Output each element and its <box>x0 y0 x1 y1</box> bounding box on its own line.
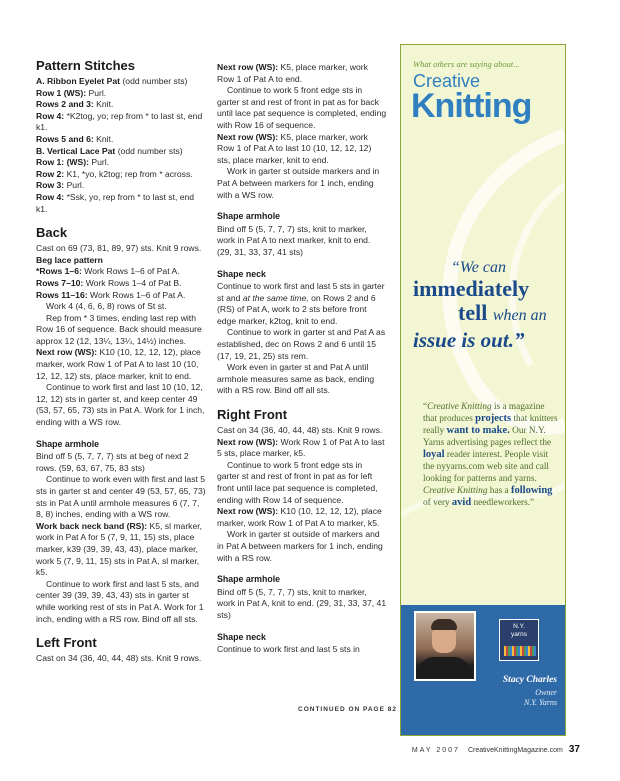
back-para-3: Continue to work first and last 10 (10, 12, 12, 12) sts in garter st, and keep center 49 (53, 57, 65, 73) sts in Pat A. Work for 1 inch, ending with a WS row. <box>36 382 205 428</box>
rf-next-row-2: Next row (WS): K10 (10, 12, 12, 12), place marker, work Row 1 of Pat A to marker, k5. <box>217 506 382 528</box>
vertical-row-4: Row 4: *Ssk, yo, rep from * to last st, end k1. <box>36 191 195 214</box>
signature-title: Owner N.Y. Yarns <box>524 688 557 707</box>
lf-para-1: Continue to work 5 front edge sts in garter st and rest of front in pat as for back until lace pat sequence is completed, ending with Row 16 of sequence. <box>217 85 387 130</box>
back-para-1: Work 4 (4, 6, 6, 8) rows of St st. <box>46 301 167 312</box>
rf-cast-on: Cast on 34 (36, 40, 44, 48) sts. Knit 9 rows. <box>217 425 383 436</box>
lf-next-row-2: Next row (WS): K5, place marker, work Row 1 of Pat A to last 10 (10, 12, 12, 12) sts, place marker, knit to end. <box>217 131 372 165</box>
website-link[interactable]: CreativeKnittingMagazine.com <box>467 747 563 754</box>
back-cast-on: Cast on 69 (73, 81, 89, 97) sts. Knit 9 rows. <box>36 243 202 254</box>
ribbon-rows-5-6: Rows 5 and 6: Knit. <box>36 133 114 144</box>
quote-line-2: immediately <box>413 276 530 301</box>
portrait-photo <box>414 611 476 681</box>
creative-knitting-logo-bottom: Knitting <box>411 87 532 125</box>
creative-knitting-logo-top: Creative <box>413 71 481 91</box>
rf-next-row-1: Next row (WS): Work Row 1 of Pat A to last 5 sts, place marker, k5. <box>217 436 385 459</box>
page-number: 37 <box>568 744 580 755</box>
quote-line-4: issue is out.” <box>413 328 525 352</box>
section-title-left-front: Left Front <box>36 635 97 651</box>
ribbon-row-1: Row 1 (WS): Purl. <box>36 87 107 98</box>
vertical-row-2: Row 2: K1, *yo, k2tog; rep from * across. <box>36 168 193 179</box>
back-rows-11-16: Rows 11–16: Work Rows 1–6 of Pat A. <box>36 289 186 300</box>
ribbon-rows-2-3: Rows 2 and 3: Knit. <box>36 99 114 110</box>
lf-neck-heading: Shape neck <box>217 268 266 279</box>
ribbon-pattern-heading: A. Ribbon Eyelet Pat (odd number sts) <box>36 76 188 86</box>
rf-armhole-heading: Shape armhole <box>217 574 281 585</box>
beg-lace-heading: Beg lace pattern <box>36 254 103 265</box>
lf-next-row-1: Next row (WS): K5, place marker, work Row 1 of Pat A to end. <box>217 62 368 84</box>
rf-para-1: Continue to work 5 front edge sts in garter st and rest of front in pat as for left front until lace pat sequence is completed, ending with Row 14 of sequence. <box>217 459 378 505</box>
vertical-pattern-heading: B. Vertical Lace Pat (odd number sts) <box>36 145 183 156</box>
left-front-cast-on: Cast on 34 (36, 40, 44, 48) sts. Knit 9 rows. <box>36 653 202 664</box>
back-armhole-heading: Shape armhole <box>36 438 100 449</box>
pull-quote <box>413 259 561 352</box>
ny-yarns-logo: N.Y. yarns <box>499 619 539 661</box>
vertical-row-3: Row 3: Purl. <box>36 180 85 191</box>
back-armhole-2: Continue to work even with first and last 5 sts in garter st and center 49 (53, 57, 65, 73) sts in Pat A until armhole measures 6 (7, 7, 8, 8) inches, ending with a WS row. <box>36 474 206 520</box>
vertical-row-1: Row 1: (WS): Purl. <box>36 157 110 168</box>
back-next-row: Next row (WS): K10 (10, 12, 12, 12), place marker, work Row 1 of Pat A to last 10 (10, 12, 12, 12) sts, place marker, knit to end. <box>36 347 201 381</box>
back-para-2: Rep from * 3 times, ending last rep with Row 16 of sequence. Back should measure approx 12 (12, 13¼, 13¼, 14½) inches. <box>36 312 202 346</box>
testimonial-body: “Creative Knitting is a magazine that produces projects that knitters really want to make. Our N.Y. Yarns advertising pages reflect the loyal reader interest. People visit the nyyarns.com web site and call looking for patterns and yarns. Creative Knitting has a following of very avid needleworkers.” <box>423 402 558 508</box>
section-title-pattern-stitches: Pattern Stitches <box>36 58 135 73</box>
testimonial-ad <box>400 44 566 736</box>
lf-neck-2: Continue to work in garter st and Pat A as established, dec on Rows 2 and 6 until 15 (17, 19, 21, 25) sts rem. <box>217 327 386 361</box>
issue-month: MAY 2007 <box>411 747 460 754</box>
back-rows-7-10: Rows 7–10: Work Rows 1–4 of Pat B. <box>36 277 182 288</box>
page-footer <box>412 744 580 755</box>
quote-line-1: “We can <box>451 259 506 276</box>
rf-neck-heading: Shape neck <box>217 631 266 642</box>
rf-para-2: Work in garter st outside of markers and in Pat A between markers for 1 inch, ending with a RS row. <box>217 529 383 563</box>
back-armhole-1: Bind off 5 (5, 7, 7, 7) sts at beg of next 2 rows. (59, 63, 67, 75, 83 sts) <box>36 451 189 473</box>
lf-neck-1: Continue to work first and last 5 sts in garter st and at the same time, on Rows 2 and 6 (RS) of Pat A, work to 2 sts before front edge marker, k2tog, knit to end. <box>217 281 385 326</box>
pattern-column-middle <box>217 62 387 656</box>
rf-armhole: Bind off 5 (5, 7, 7, 7) sts, knit to marker, work in Pat A, knit to end. (29, 31, 33, 37, 41 sts) <box>217 586 387 620</box>
signature-name: Stacy Charles <box>502 675 557 685</box>
lf-para-2: Work in garter st outside markers and in Pat A between markers for 1 inch, ending with a WS row. <box>217 166 380 200</box>
lf-armhole: Bind off 5 (5, 7, 7, 7) sts, knit to marker, work in Pat A to next marker, knit to end. (29, 31, 33, 37, 41 sts) <box>217 223 371 257</box>
rf-neck: Continue to work first and last 5 sts in <box>217 644 360 655</box>
back-rows-1-6: *Rows 1–6: Work Rows 1–6 of Pat A. <box>36 266 180 277</box>
back-neck-band: Work back neck band (RS): K5, sl marker, work in Pat A for 5 (7, 9, 11, 15) sts, place marker, k39 (39, 39, 43, 43), place marker, work 5 (7, 9, 11, 15) sts in Pat A, sl marker, k5. <box>36 520 203 578</box>
back-para-4: Continue to work first and last 5 sts, and center 39 (39, 39, 43, 43) sts in garter st while working rest of sts in Pat A. Work for 1 inch, ending with a RS row. Bind off all sts. <box>36 578 204 624</box>
ad-tagline: What others are saying about... <box>413 59 520 69</box>
lf-neck-3: Work even in garter st and Pat A until armhole measures same as back, ending with a RS row. Bind off all sts. <box>217 362 375 396</box>
quote-line-3: tell when an <box>458 300 547 325</box>
ribbon-row-4: Row 4: *K2tog, yo; rep from * to last st, end k1. <box>36 110 203 133</box>
section-title-right-front: Right Front <box>217 407 288 423</box>
section-title-back: Back <box>36 225 68 241</box>
pattern-column-left <box>36 58 206 665</box>
continued-link[interactable]: CONTINUED ON PAGE 82 <box>298 706 397 713</box>
lf-armhole-heading: Shape armhole <box>217 211 281 222</box>
